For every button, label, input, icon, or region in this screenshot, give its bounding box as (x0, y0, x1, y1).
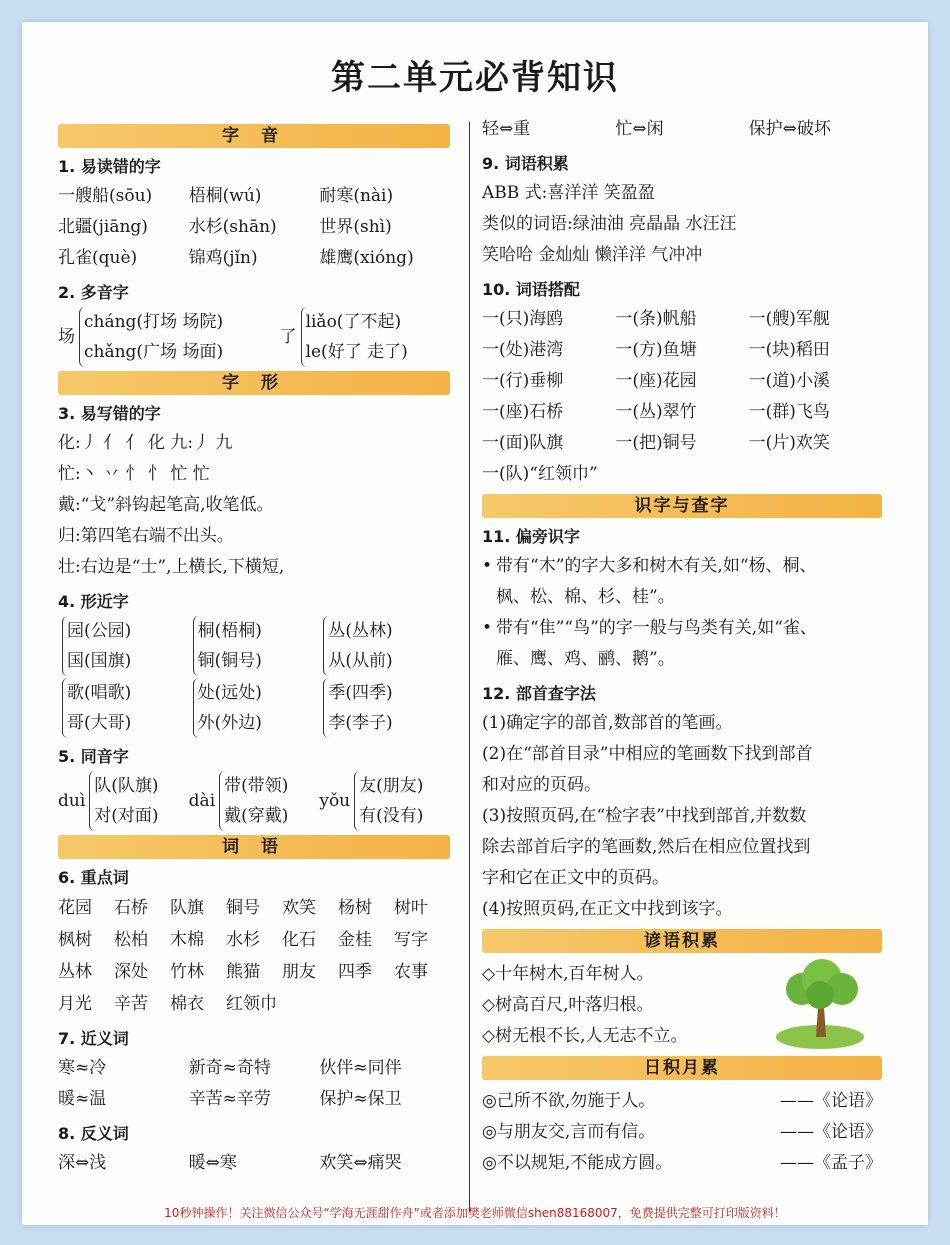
key-word: 树叶 (394, 898, 428, 918)
word: 哥(大哥) (67, 713, 132, 733)
word: 桐(梧桐) (197, 621, 262, 641)
key-word: 写字 (394, 930, 428, 950)
word: 铜(铜号) (197, 651, 262, 671)
word: 丛(丛林) (328, 621, 393, 641)
stroke-line: 忙:丶 丷 忄 忄 忙 忙 (58, 464, 210, 484)
saying-source: ——《论语》 (780, 1122, 882, 1142)
key-word: 金桂 (338, 930, 372, 950)
collocation: 一(面)队旗 (482, 433, 564, 453)
key-word: 红领巾 (226, 994, 277, 1014)
key-word: 农事 (394, 962, 428, 982)
stroke-line: 化:丿 亻 亻 化 九:丿 九 (58, 433, 233, 453)
key-word: 竹林 (170, 962, 204, 982)
collocation: 一(把)铜号 (615, 433, 697, 453)
collocation: 一(条)帆船 (615, 309, 697, 329)
polyphone-char: 了 (279, 327, 297, 347)
word: 耐寒(nài) (319, 186, 394, 206)
antonym: 忙⇔闲 (615, 119, 664, 139)
lookup-step: (2)在“部首目录”中相应的笔画数下找到部首 (482, 744, 813, 764)
saying: ◎不以规矩,不能成方圆。 (482, 1153, 673, 1173)
word-line: 类似的词语:绿油油 亮晶晶 水汪汪 (482, 214, 737, 234)
word: 队(队旗) (94, 776, 159, 796)
antonym: 欢笑⇔痛哭 (319, 1153, 402, 1173)
stroke-line: 戴:“戈”斜钩起笔高,收笔低。 (58, 495, 274, 515)
key-word: 木棉 (170, 930, 204, 950)
antonym: 保护⇔破坏 (748, 119, 831, 139)
key-word: 松柏 (114, 930, 148, 950)
reading: cháng(打场 场院) (84, 312, 224, 332)
tree-illustration (772, 955, 868, 1051)
pinyin: duì (58, 791, 86, 811)
collocation: 一(处)港湾 (482, 340, 564, 360)
lookup-step: (1)确定字的部首,数部首的笔画。 (482, 713, 733, 733)
word: 友(朋友) (359, 776, 424, 796)
proverb: ◇树高百尺,叶落归根。 (482, 995, 654, 1015)
collocation: 一(座)石桥 (482, 402, 564, 422)
word: 戴(穿戴) (224, 806, 289, 826)
radical-note: • 带有“隹”“鸟”的字一般与鸟类有关,如“雀、 (482, 613, 882, 644)
collocation: 一(队)“红领巾” (482, 464, 598, 484)
key-word: 化石 (282, 930, 316, 950)
right-column (482, 120, 882, 1179)
section-bar-ziyin: 字 音 (58, 124, 450, 148)
section-bar-riji: 日积月累 (482, 1056, 882, 1080)
key-word: 欢笑 (282, 898, 316, 918)
key-word: 杨树 (338, 898, 372, 918)
synonym: 保护≈保卫 (319, 1089, 402, 1109)
collocation: 一(片)欢笑 (748, 433, 830, 453)
xingjin-row (58, 678, 450, 738)
collocation: 一(只)海鸥 (482, 309, 564, 329)
page-title: 第二单元必背知识 (331, 58, 619, 98)
antonym: 轻⇔重 (482, 119, 531, 139)
key-word: 四季 (338, 962, 372, 982)
lookup-step: 字和它在正文中的页码。 (482, 868, 669, 888)
section-bar-yanyu: 谚语积累 (482, 929, 882, 953)
word: 世界(shì) (319, 217, 392, 237)
word: 雄鹰(xióng) (319, 248, 414, 268)
key-word: 丛林 (58, 962, 92, 982)
saying-source: ——《论语》 (780, 1091, 882, 1111)
sayings-list (482, 1086, 882, 1179)
antonym: 深⇔浅 (58, 1153, 107, 1173)
key-word: 水杉 (226, 930, 260, 950)
key-word: 朋友 (282, 962, 316, 982)
key-word: 棉衣 (170, 994, 204, 1014)
section-bar-ciyu: 词 语 (58, 835, 450, 859)
collocation: 一(行)垂柳 (482, 371, 564, 391)
key-word: 队旗 (170, 898, 204, 918)
key-word: 石桥 (114, 898, 148, 918)
heading-7: 7. 近义词 (58, 1029, 129, 1048)
synonym: 寒≈冷 (58, 1058, 107, 1078)
heading-8: 8. 反义词 (58, 1124, 129, 1143)
heading-12: 12. 部首查字法 (482, 684, 596, 703)
word-line: ABB 式:喜洋洋 笑盈盈 (482, 183, 655, 203)
word: 国(国旗) (67, 651, 132, 671)
word: 梧桐(wú) (188, 186, 262, 206)
heading-6: 6. 重点词 (58, 868, 129, 887)
key-word: 深处 (114, 962, 148, 982)
proverb: ◇十年树木,百年树人。 (482, 964, 654, 984)
key-word: 枫树 (58, 930, 92, 950)
collocation-grid (482, 304, 882, 459)
left-column (58, 120, 450, 1179)
lookup-steps (482, 708, 882, 925)
tongyin-row (58, 771, 450, 831)
collocation: 一(丛)翠竹 (615, 402, 697, 422)
word: 季(四季) (328, 683, 393, 703)
lookup-step: (4)按照页码,在正文中找到该字。 (482, 899, 733, 919)
word: 从(从前) (328, 651, 393, 671)
collocation: 一(艘)军舰 (748, 309, 830, 329)
heading-3: 3. 易写错的字 (58, 404, 161, 423)
word: 水杉(shān) (188, 217, 277, 237)
key-words-grid (58, 892, 450, 1020)
proverbs-block (482, 959, 882, 1052)
collocation: 一(块)稻田 (748, 340, 830, 360)
word: 锦鸡(jǐn) (188, 248, 258, 268)
column-divider (469, 122, 470, 1212)
synonym: 伙伴≈同伴 (319, 1058, 402, 1078)
footer-note: 10秒钟操作！关注微信公众号“学海无涯甜作舟”或者添加樊老师微信shen88168007，免费提供完整可打印版资料！ (164, 1206, 786, 1220)
pinyin: yǒu (319, 791, 351, 811)
word: 孔雀(què) (58, 248, 138, 268)
section-bar-shizi: 识字与查字 (482, 494, 882, 518)
stroke-line: 归:第四笔右端不出头。 (58, 526, 234, 546)
collocation: 一(座)花园 (615, 371, 697, 391)
heading-2: 2. 多音字 (58, 283, 129, 302)
heading-11: 11. 偏旁识字 (482, 527, 580, 546)
collocation: 一(道)小溪 (748, 371, 830, 391)
stroke-line: 壮:右边是“士”,上横长,下横短, (58, 557, 285, 577)
synonym: 辛苦≈辛劳 (188, 1089, 271, 1109)
key-word: 花园 (58, 898, 92, 918)
yidu-list (58, 181, 450, 274)
lookup-step: 除去部首后字的笔画数,然后在相应位置找到 (482, 837, 811, 857)
word: 李(李子) (328, 713, 393, 733)
xingjin-row (58, 616, 450, 676)
lookup-step: (3)按照页码,在“检字表”中找到部首,并数数 (482, 806, 807, 826)
key-word: 辛苦 (114, 994, 148, 1014)
heading-4: 4. 形近字 (58, 592, 129, 611)
word: 有(没有) (359, 806, 424, 826)
key-word: 熊猫 (226, 962, 260, 982)
word: 对(对面) (94, 806, 159, 826)
word: 园(公园) (67, 621, 132, 641)
saying: ◎己所不欲,勿施于人。 (482, 1091, 656, 1111)
word-line: 笑哈哈 金灿灿 懒洋洋 气冲冲 (482, 245, 703, 265)
word: 处(远处) (197, 683, 262, 703)
key-word: 月光 (58, 994, 92, 1014)
polyphone-char: 场 (58, 327, 75, 347)
saying: ◎与朋友交,言而有信。 (482, 1122, 656, 1142)
collocation: 一(群)飞鸟 (748, 402, 830, 422)
reading: le(好了 走了) (305, 342, 408, 362)
proverb: ◇树无根不长,人无志不立。 (482, 1026, 688, 1046)
worksheet (22, 22, 928, 1225)
synonym: 暖≈温 (58, 1089, 107, 1109)
word: 带(带领) (224, 776, 289, 796)
antonym: 暖⇔寒 (188, 1153, 237, 1173)
saying-source: ——《孟子》 (780, 1153, 882, 1173)
heading-10: 10. 词语搭配 (482, 280, 580, 299)
section-bar-zixing: 字 形 (58, 371, 450, 395)
duoyin-block (58, 307, 450, 367)
word: 歌(唱歌) (67, 683, 132, 703)
word: 外(外边) (197, 713, 262, 733)
word: 北疆(jiāng) (58, 217, 148, 237)
word: 一艘船(sōu) (58, 186, 153, 206)
synonym: 新奇≈奇特 (188, 1058, 271, 1078)
heading-1: 1. 易读错的字 (58, 157, 161, 176)
lookup-step: 和对应的页码。 (482, 775, 601, 795)
reading: chǎng(广场 场面) (84, 342, 224, 362)
heading-9: 9. 词语积累 (482, 154, 569, 173)
radical-note: 雁、鹰、鸡、鹂、鹅”。 (496, 649, 675, 669)
radical-note: • 带有“木”的字大多和树木有关,如“杨、桐、 (482, 551, 882, 582)
key-word: 铜号 (226, 898, 260, 918)
collocation: 一(方)鱼塘 (615, 340, 697, 360)
radical-note: 枫、松、棉、杉、桂”。 (496, 587, 675, 607)
reading: liǎo(了不起) (305, 312, 402, 332)
heading-5: 5. 同音字 (58, 747, 129, 766)
pinyin: dài (188, 791, 216, 811)
